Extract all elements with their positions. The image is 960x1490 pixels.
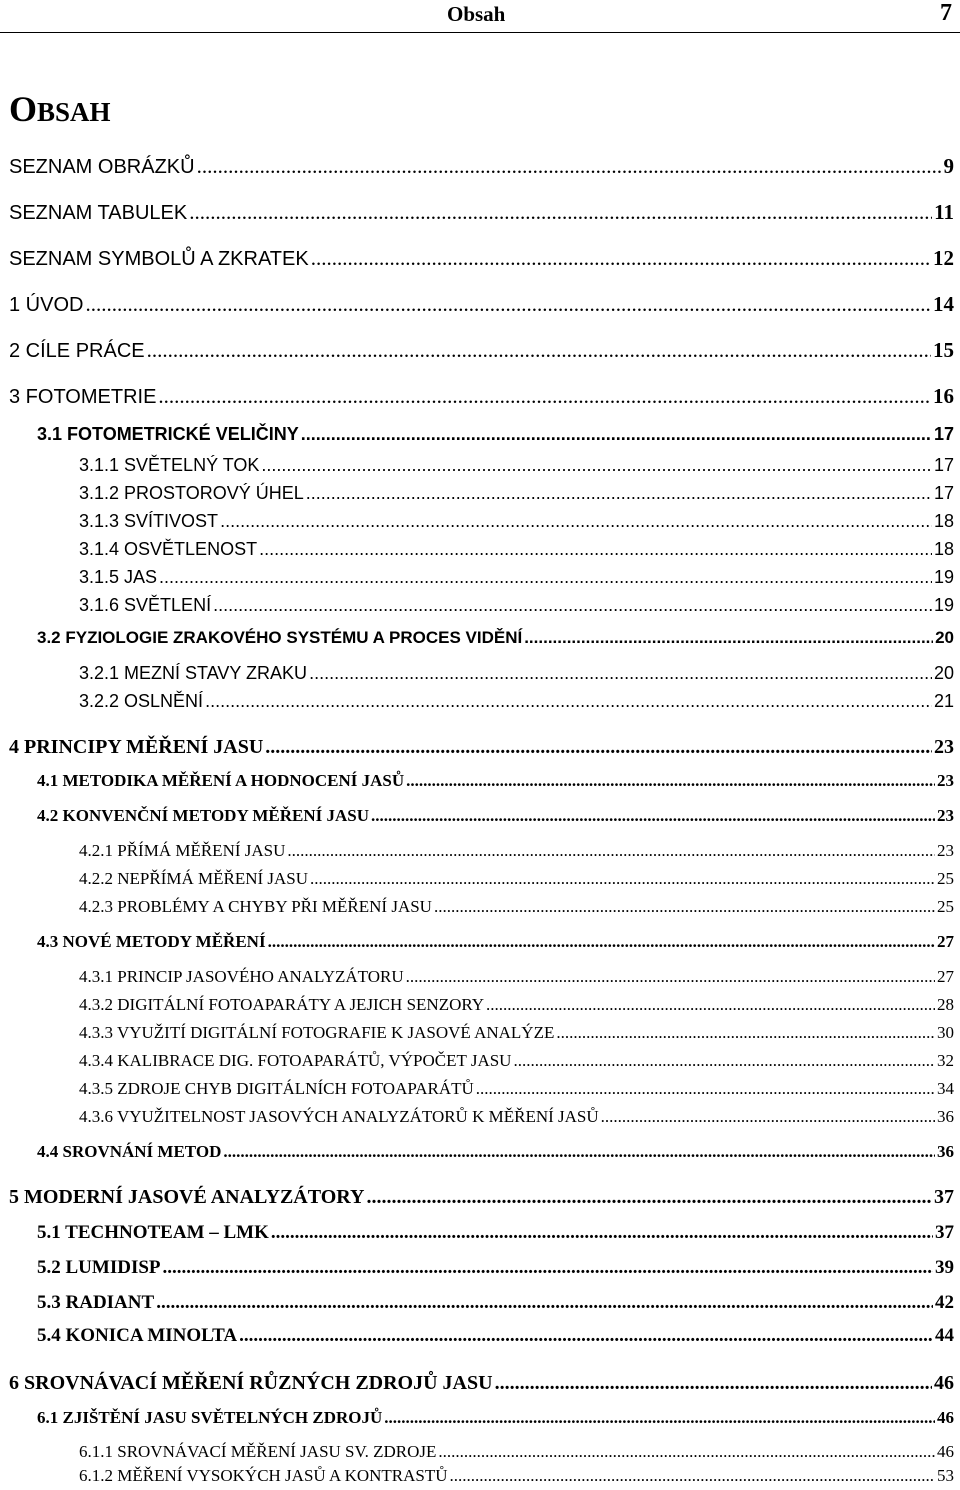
toc-entry-page: 32: [937, 1051, 954, 1070]
toc-entry-text: 4.3 NOVÉ METODY MĚŘENÍ: [37, 932, 266, 951]
toc-entry[interactable]: [79, 897, 954, 917]
toc-entry-text: 3.1.4 OSVĚTLENOST: [79, 539, 258, 559]
toc-leader: [259, 539, 932, 560]
toc-entry[interactable]: [79, 1023, 954, 1043]
toc-entry-page: 21: [933, 691, 954, 711]
toc-leader: [311, 246, 931, 271]
toc-entry-text: 3.1.2 PROSTOROVÝ ÚHEL: [79, 483, 304, 503]
toc-entry-text: 4.2.1 PŘÍMÁ MĚŘENÍ JASU: [79, 841, 286, 860]
toc-entry-page: 28: [937, 995, 954, 1014]
toc-entry[interactable]: [79, 967, 954, 987]
toc-entry[interactable]: [79, 995, 954, 1015]
toc-entry-text: 4 PRINCIPY MĚŘENÍ JASU: [9, 736, 264, 758]
toc-leader: [239, 1325, 933, 1347]
toc-entry-text: 2 CÍLE PRÁCE: [9, 340, 145, 362]
toc-entry-text: 6.1 ZJIŠTĚNÍ JASU SVĚTELNÝCH ZDROJŮ: [37, 1408, 383, 1427]
toc-entry[interactable]: [79, 539, 954, 560]
toc-entry-page: 27: [937, 932, 954, 951]
header-title: Obsah: [447, 2, 506, 26]
page-title-rest: BSAH: [37, 97, 111, 127]
toc-entry-text: 4.2.3 PROBLÉMY A CHYBY PŘI MĚŘENÍ JASU: [79, 897, 432, 916]
toc-leader: [406, 967, 935, 987]
toc-leader: [268, 932, 935, 952]
toc-leader: [524, 628, 933, 648]
toc-leader: [197, 154, 942, 179]
toc-entry-page: 25: [937, 897, 954, 916]
toc-entry[interactable]: [37, 1257, 954, 1279]
toc-leader: [371, 806, 935, 826]
toc-entry-page: 14: [933, 292, 954, 316]
toc-entry[interactable]: [79, 511, 954, 532]
toc-leader: [158, 384, 931, 409]
toc-entry[interactable]: [37, 1408, 954, 1428]
toc-entry[interactable]: [79, 595, 954, 616]
toc-entry-page: 42: [935, 1292, 954, 1313]
toc-entry-page: 23: [937, 841, 954, 860]
toc-entry[interactable]: [9, 1186, 954, 1209]
toc-leader: [495, 1372, 932, 1395]
toc-leader: [301, 424, 932, 445]
toc-entry-page: 25: [937, 869, 954, 888]
toc-entry-text: 6 SROVNÁVACÍ MĚŘENÍ RŮZNÝCH ZDROJŮ JASU: [9, 1372, 493, 1394]
toc-entry[interactable]: [9, 1372, 954, 1395]
toc-leader: [159, 567, 932, 588]
toc-leader: [384, 1408, 935, 1428]
toc-entry[interactable]: [79, 841, 954, 861]
toc-leader: [265, 736, 932, 759]
toc-entry[interactable]: [37, 628, 954, 648]
toc-leader: [156, 1292, 933, 1314]
toc-leader: [213, 595, 932, 616]
toc-entry-text: 4.3.3 VYUŽITÍ DIGITÁLNÍ FOTOGRAFIE K JASOVÉ ANALÝZE: [79, 1023, 555, 1042]
toc-entry[interactable]: [37, 1292, 954, 1314]
toc-entry-text: 5.4 KONICA MINOLTA: [37, 1325, 238, 1346]
toc-entry-text: 4.3.6 VYUŽITELNOST JASOVÝCH ANALYZÁTORŮ K MĚŘENÍ JASŮ: [79, 1107, 599, 1126]
toc-entry-text: SEZNAM OBRÁZKŮ: [9, 156, 195, 178]
page-title: [9, 88, 111, 130]
toc-entry-page: 19: [933, 595, 954, 615]
toc-entry[interactable]: [79, 1466, 954, 1486]
toc-entry[interactable]: [79, 869, 954, 889]
toc-leader: [434, 897, 935, 917]
toc-leader: [287, 841, 935, 861]
toc-entry-page: 23: [934, 736, 954, 758]
toc-entry[interactable]: [37, 1222, 954, 1244]
toc-entry[interactable]: [37, 806, 954, 826]
toc-leader: [406, 771, 935, 791]
toc-leader: [556, 1023, 935, 1043]
toc-entry[interactable]: [37, 1325, 954, 1347]
toc-entry-text: 4.2.2 NEPŘÍMÁ MĚŘENÍ JASU: [79, 869, 309, 888]
toc-entry[interactable]: [9, 338, 954, 363]
toc-entry-page: 23: [937, 771, 954, 790]
toc-entry-page: 20: [935, 628, 954, 647]
toc-entry-page: 36: [937, 1107, 954, 1126]
toc-entry-text: 3.1.5 JAS: [79, 567, 158, 587]
toc-entry[interactable]: [79, 1079, 954, 1099]
toc-entry-page: 17: [933, 424, 954, 444]
toc-entry-text: SEZNAM SYMBOLŮ A ZKRATEK: [9, 248, 309, 270]
header-page-number: 7: [940, 0, 952, 26]
toc-leader: [476, 1079, 935, 1099]
toc-leader: [223, 1142, 935, 1162]
toc-entry-text: 3.1.6 SVĚTLENÍ: [79, 595, 212, 615]
toc-entry-text: 3 FOTOMETRIE: [9, 386, 157, 408]
toc-entry[interactable]: [79, 455, 954, 476]
toc-entry[interactable]: [79, 1442, 954, 1462]
toc-entry[interactable]: [9, 384, 954, 409]
toc-entry[interactable]: [79, 1107, 954, 1127]
toc-entry-text: 3.1 FOTOMETRICKÉ VELIČINY: [37, 424, 299, 444]
toc-entry-page: 18: [933, 539, 954, 559]
toc-entry[interactable]: [9, 292, 954, 317]
toc-entry-text: 3.2.2 OSLNĚNÍ: [79, 691, 204, 711]
toc-entry-page: 53: [937, 1466, 954, 1485]
toc-entry-page: 34: [937, 1079, 954, 1098]
toc-leader: [85, 292, 931, 317]
toc-entry-page: 20: [933, 663, 954, 683]
toc-entry-text: 6.1.1 SROVNÁVACÍ MĚŘENÍ JASU SV. ZDROJE: [79, 1442, 437, 1461]
toc-entry-page: 23: [937, 806, 954, 825]
toc-entry[interactable]: [79, 483, 954, 504]
toc-leader: [189, 200, 932, 225]
toc-entry-page: 27: [937, 967, 954, 986]
toc-entry[interactable]: [9, 736, 954, 759]
toc-entry-text: 1 ÚVOD: [9, 294, 84, 316]
toc-entry-text: 4.3.2 DIGITÁLNÍ FOTOAPARÁTY A JEJICH SENZORY: [79, 995, 485, 1014]
toc-entry-text: 4.1 METODIKA MĚŘENÍ A HODNOCENÍ JASŮ: [37, 771, 405, 790]
toc-entry-page: 18: [933, 511, 954, 531]
toc-entry-text: 5.1 TECHNOTEAM – LMK: [37, 1222, 269, 1243]
toc-leader: [450, 1466, 935, 1486]
toc-leader: [601, 1107, 935, 1127]
toc-entry[interactable]: [9, 246, 954, 271]
toc-entry-page: 12: [933, 246, 954, 270]
toc-leader: [261, 455, 932, 476]
toc-entry-text: 4.2 KONVENČNÍ METODY MĚŘENÍ JASU: [37, 806, 369, 825]
toc-entry[interactable]: [9, 154, 954, 179]
toc-entry-page: 19: [933, 567, 954, 587]
toc-leader: [486, 995, 935, 1015]
toc-entry-page: 46: [937, 1442, 954, 1461]
toc-entry-text: 4.3.5 ZDROJE CHYB DIGITÁLNÍCH FOTOAPARÁTŮ: [79, 1079, 474, 1098]
toc-leader: [220, 511, 932, 532]
toc-entry-text: 4.3.4 KALIBRACE DIG. FOTOAPARÁTŮ, VÝPOČET JASU: [79, 1051, 512, 1070]
toc-leader: [147, 338, 931, 363]
toc-leader: [438, 1442, 935, 1462]
toc-entry-page: 17: [933, 483, 954, 503]
toc-entry-page: 15: [933, 338, 954, 362]
toc-entry-page: 9: [943, 154, 954, 178]
toc-leader: [163, 1257, 933, 1279]
toc-entry-page: 11: [934, 200, 954, 224]
toc-entry-page: 37: [934, 1186, 954, 1208]
toc-entry-text: 5 MODERNÍ JASOVÉ ANALYZÁTORY: [9, 1186, 365, 1208]
toc-entry[interactable]: [37, 932, 954, 952]
toc-leader: [513, 1051, 935, 1071]
toc-entry-text: 3.2 FYZIOLOGIE ZRAKOVÉHO SYSTÉMU A PROCES VIDĚNÍ: [37, 628, 523, 647]
toc-entry-page: 36: [937, 1142, 954, 1161]
toc-entry-text: SEZNAM TABULEK: [9, 202, 188, 224]
toc-leader: [309, 663, 932, 684]
toc-entry-text: 4.3.1 PRINCIP JASOVÉHO ANALYZÁTORU: [79, 967, 404, 986]
toc-entry-text: 5.3 RADIANT: [37, 1292, 155, 1313]
toc-leader: [310, 869, 935, 889]
toc-entry[interactable]: [79, 1051, 954, 1071]
toc-entry-text: 3.2.1 MEZNÍ STAVY ZRAKU: [79, 663, 308, 683]
toc-entry[interactable]: [79, 567, 954, 588]
toc-entry-text: 5.2 LUMIDISP: [37, 1257, 161, 1278]
toc-entry-page: 46: [937, 1408, 954, 1427]
toc-leader: [366, 1186, 932, 1209]
toc-entry-page: 30: [937, 1023, 954, 1042]
page-header: [0, 0, 960, 30]
toc-entry[interactable]: [37, 424, 954, 445]
toc-entry-text: 6.1.2 MĚŘENÍ VYSOKÝCH JASŮ A KONTRASTŮ: [79, 1466, 448, 1485]
toc-entry[interactable]: [9, 200, 954, 225]
toc-entry-page: 44: [935, 1325, 954, 1346]
toc-entry-page: 17: [933, 455, 954, 475]
toc-entry-text: 4.4 SROVNÁNÍ METOD: [37, 1142, 222, 1161]
toc-entry-text: 3.1.1 SVĚTELNÝ TOK: [79, 455, 260, 475]
toc-entry[interactable]: [37, 1142, 954, 1162]
header-rule: [0, 32, 960, 33]
toc-leader: [205, 691, 932, 712]
page-title-initial: O: [9, 89, 38, 129]
toc-entry[interactable]: [79, 663, 954, 684]
toc-entry-page: 16: [933, 384, 954, 408]
toc-entry-page: 46: [934, 1372, 954, 1394]
toc-entry-text: 3.1.3 SVÍTIVOST: [79, 511, 219, 531]
toc-entry-page: 37: [935, 1222, 954, 1243]
toc-leader: [271, 1222, 933, 1244]
toc-leader: [306, 483, 932, 504]
toc-entry[interactable]: [79, 691, 954, 712]
toc-entry[interactable]: [37, 771, 954, 791]
toc-entry-page: 39: [935, 1257, 954, 1278]
